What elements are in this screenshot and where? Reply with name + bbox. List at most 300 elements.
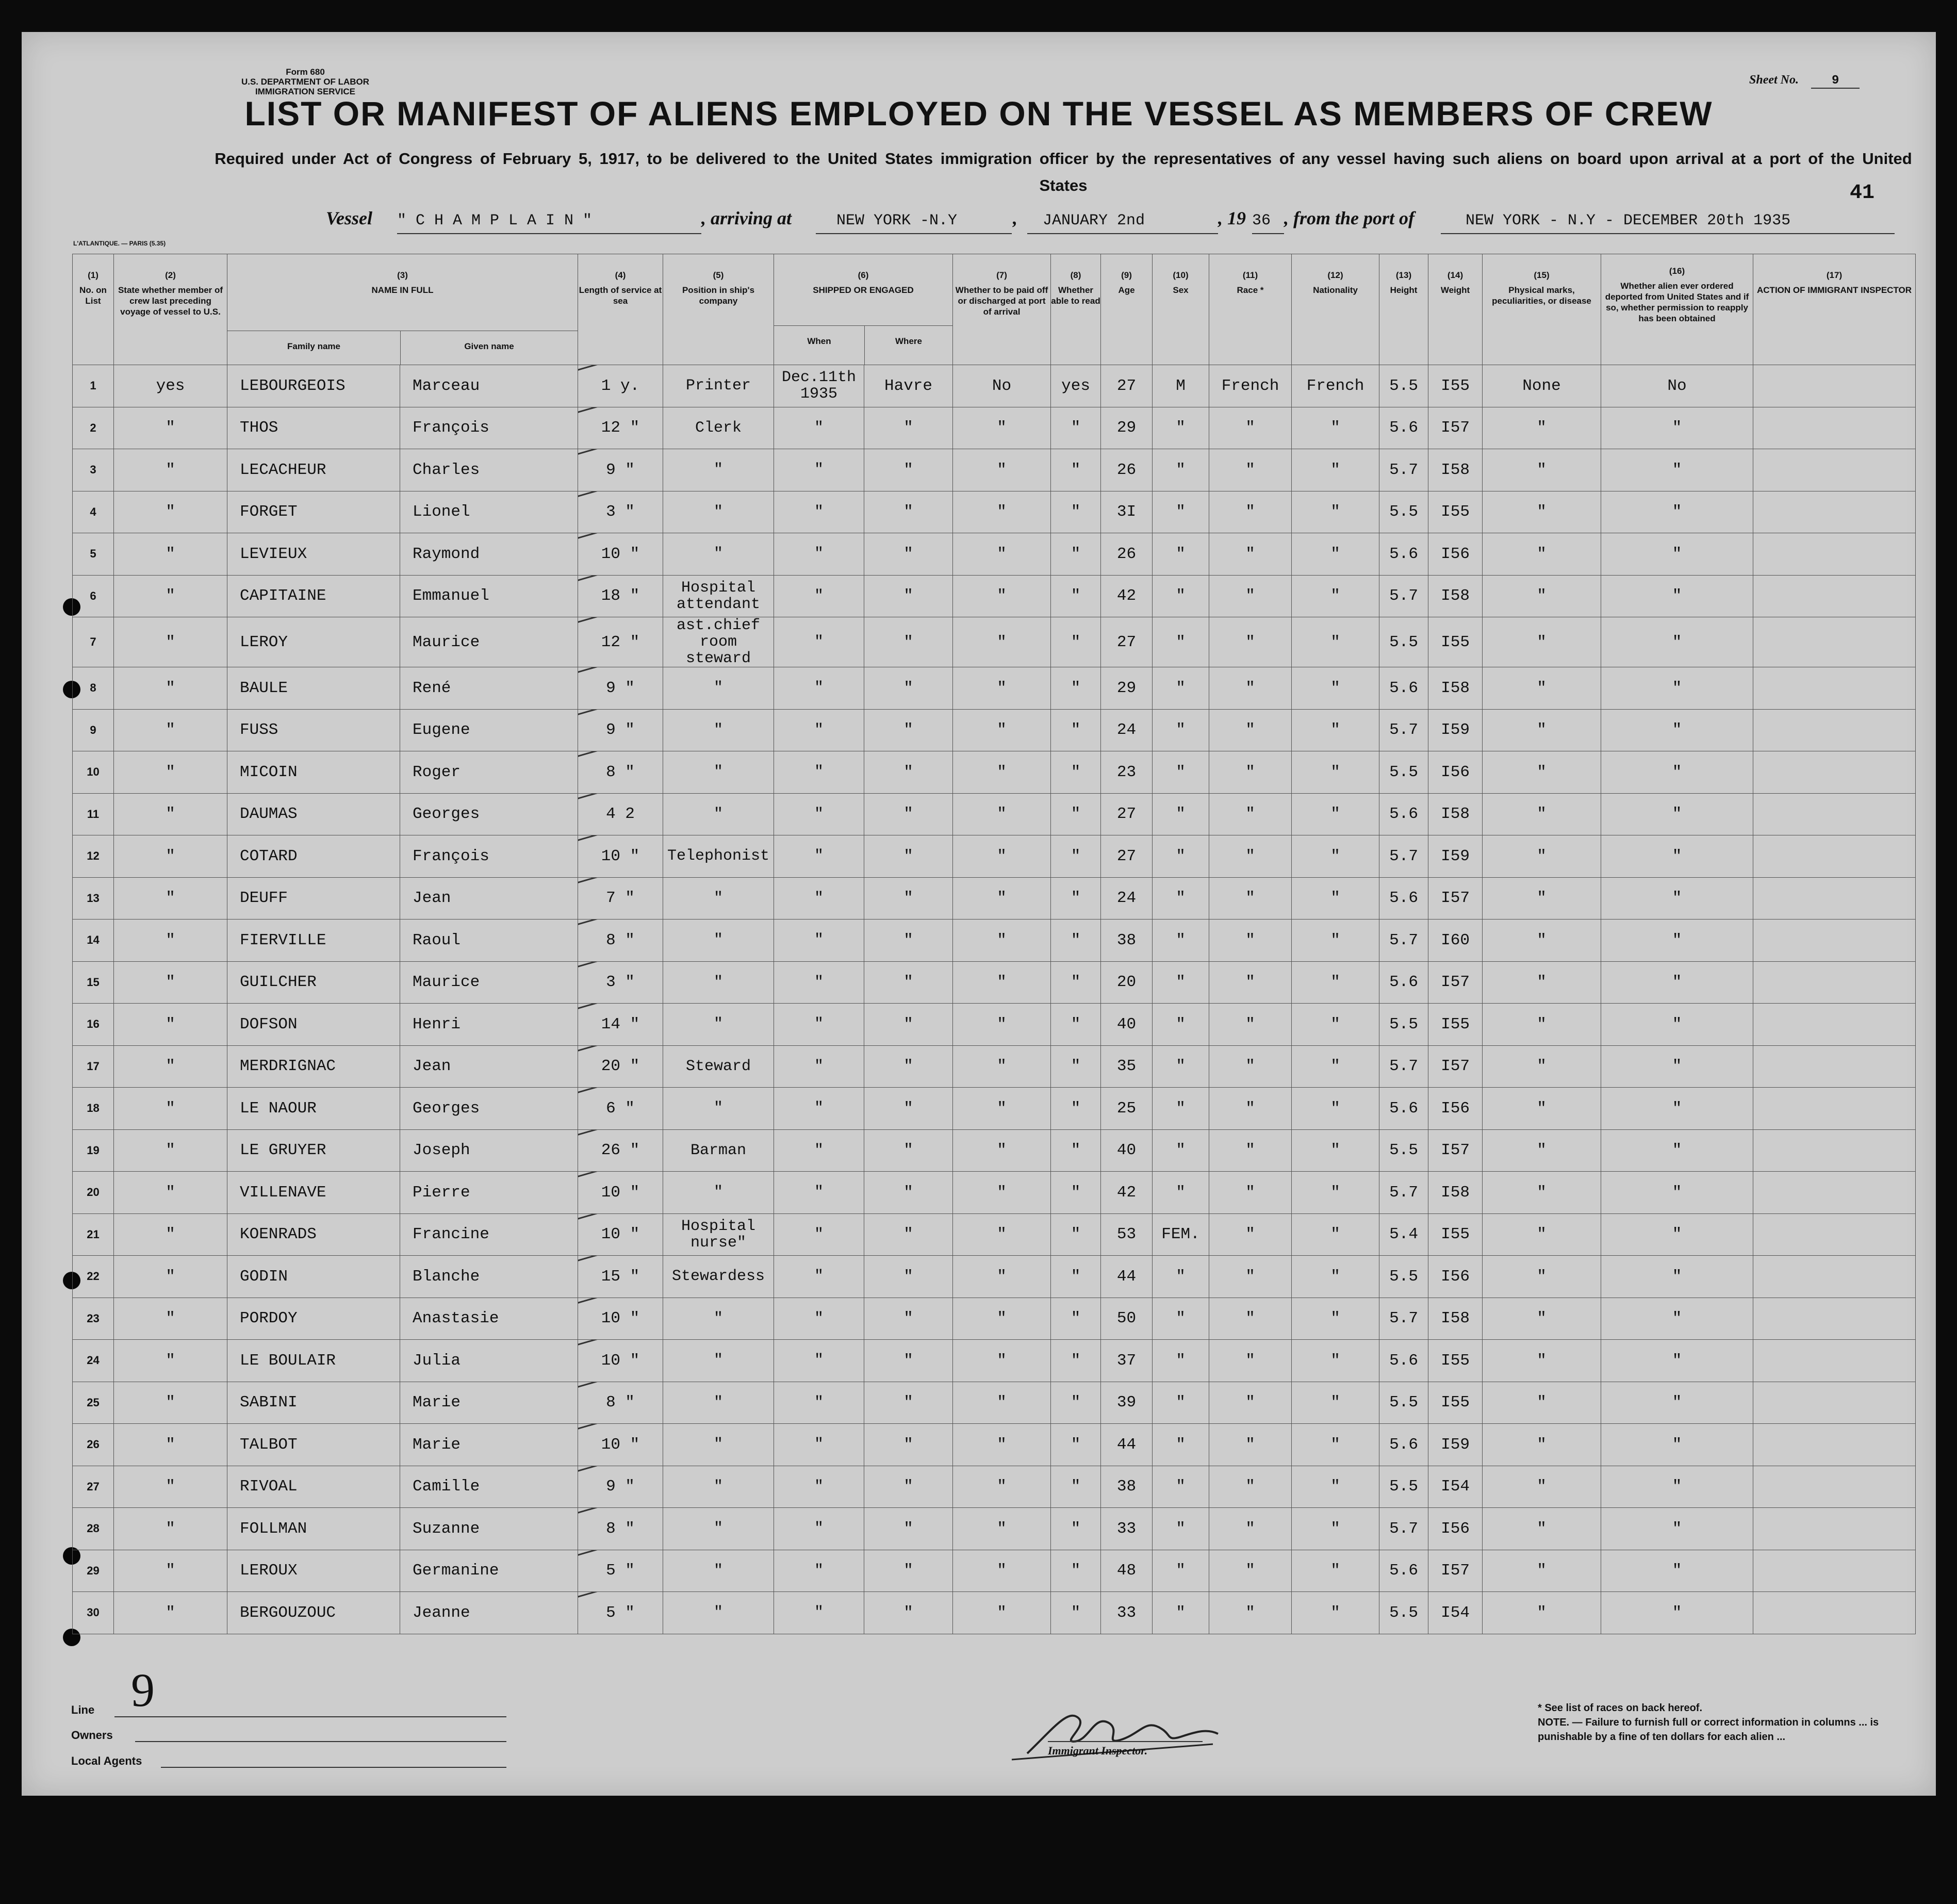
able-to-read-cell: " xyxy=(1051,793,1101,835)
service-length-cell xyxy=(578,1382,663,1424)
position-cell: Stewardess xyxy=(663,1256,774,1298)
given-name-cell: Roger xyxy=(400,751,578,794)
shipped-where-cell: " xyxy=(864,1045,953,1088)
last-voyage-cell: " xyxy=(114,1382,227,1424)
service-length-cell xyxy=(578,1592,663,1634)
shipped-where-cell: " xyxy=(864,407,953,449)
service-length-cell xyxy=(578,709,663,751)
paid-off-cell: " xyxy=(953,1256,1051,1298)
family-name-cell: VILLENAVE xyxy=(227,1172,400,1214)
col-shipped-header: (6) SHIPPED OR ENGAGED When Where xyxy=(774,254,953,365)
sex-cell: " xyxy=(1153,961,1209,1004)
table-row xyxy=(73,1382,1916,1424)
last-voyage-cell: " xyxy=(114,575,227,617)
given-name-cell: Anastasie xyxy=(400,1298,578,1340)
check-mark xyxy=(578,1213,644,1220)
deported-cell: " xyxy=(1601,533,1753,576)
shipped-where-cell: " xyxy=(864,1466,953,1508)
owners-underline xyxy=(135,1741,506,1742)
given-name-cell: Henri xyxy=(400,1004,578,1046)
inspector-action-cell xyxy=(1753,1088,1916,1130)
race-cell: " xyxy=(1209,533,1292,576)
service-length-text: 6 " xyxy=(606,1099,635,1118)
paid-off-cell: " xyxy=(953,1424,1051,1466)
family-name-cell: FOLLMAN xyxy=(227,1508,400,1550)
position-cell: " xyxy=(663,449,774,491)
paid-off-cell: " xyxy=(953,1213,1051,1256)
position-cell: Clerk xyxy=(663,407,774,449)
sex-cell: " xyxy=(1153,709,1209,751)
shipped-when-cell: " xyxy=(774,793,864,835)
nationality-cell: " xyxy=(1292,1592,1379,1634)
service-length-cell xyxy=(578,793,663,835)
nationality-cell: " xyxy=(1292,1382,1379,1424)
height-cell: 5.5 xyxy=(1379,365,1428,407)
able-to-read-cell: " xyxy=(1051,961,1101,1004)
nationality-cell: " xyxy=(1292,449,1379,491)
nationality-cell: " xyxy=(1292,709,1379,751)
last-voyage-cell: " xyxy=(114,1508,227,1550)
physical-marks-cell: " xyxy=(1483,1129,1601,1172)
family-name-cell: PORDOY xyxy=(227,1298,400,1340)
table-row xyxy=(73,1466,1916,1508)
shipped-where-cell: " xyxy=(864,835,953,878)
shipped-when-cell: " xyxy=(774,1172,864,1214)
line-label: Line xyxy=(71,1703,95,1716)
nationality-cell: " xyxy=(1292,575,1379,617)
deported-cell: " xyxy=(1601,1508,1753,1550)
last-voyage-cell: " xyxy=(114,1592,227,1634)
service-length-text: 10 " xyxy=(601,847,640,865)
nationality-cell: " xyxy=(1292,1550,1379,1592)
family-name-cell: RIVOAL xyxy=(227,1466,400,1508)
deported-cell: " xyxy=(1601,1004,1753,1046)
col-position-header: (5) Position in ship's company xyxy=(663,254,774,365)
service-length-cell xyxy=(578,1213,663,1256)
inspector-action-cell xyxy=(1753,1129,1916,1172)
sex-cell: " xyxy=(1153,1088,1209,1130)
row-number: 14 xyxy=(73,920,114,962)
row-number: 15 xyxy=(73,961,114,1004)
col-height-header: (13) Height xyxy=(1379,254,1428,365)
table-row xyxy=(73,491,1916,533)
service-length-text: 14 " xyxy=(601,1015,640,1033)
check-mark xyxy=(578,709,644,716)
service-length-text: 26 " xyxy=(601,1141,640,1160)
age-cell: 24 xyxy=(1101,709,1153,751)
height-cell: 5.5 xyxy=(1379,1129,1428,1172)
check-mark xyxy=(578,1256,644,1262)
deported-cell: " xyxy=(1601,667,1753,710)
col-service-header: (4) Length of service at sea xyxy=(578,254,663,365)
table-row xyxy=(73,751,1916,794)
deported-cell: " xyxy=(1601,751,1753,794)
shipped-where-cell: " xyxy=(864,1298,953,1340)
last-voyage-cell: yes xyxy=(114,365,227,407)
check-mark xyxy=(578,1298,644,1304)
shipped-when-cell: " xyxy=(774,709,864,751)
last-voyage-cell: " xyxy=(114,1424,227,1466)
last-voyage-cell: " xyxy=(114,920,227,962)
paid-off-cell: " xyxy=(953,1129,1051,1172)
col-inspector-action-header: (17) ACTION OF IMMIGRANT INSPECTOR xyxy=(1753,254,1916,365)
weight-cell: I56 xyxy=(1428,1088,1483,1130)
deported-cell: " xyxy=(1601,1256,1753,1298)
shipped-when-cell: " xyxy=(774,575,864,617)
service-length-text: 8 " xyxy=(606,1519,635,1538)
service-length-cell xyxy=(578,1508,663,1550)
inspector-action-cell xyxy=(1753,1424,1916,1466)
height-cell: 5.5 xyxy=(1379,1592,1428,1634)
paid-off-cell: " xyxy=(953,617,1051,667)
shipped-where-cell: " xyxy=(864,1550,953,1592)
shipped-when-cell: " xyxy=(774,1045,864,1088)
shipped-where-cell: " xyxy=(864,1004,953,1046)
deported-cell: " xyxy=(1601,407,1753,449)
paid-off-cell: " xyxy=(953,1172,1051,1214)
table-row xyxy=(73,1298,1916,1340)
paid-off-cell: " xyxy=(953,877,1051,920)
service-length-cell xyxy=(578,1550,663,1592)
race-cell: " xyxy=(1209,1213,1292,1256)
row-number: 3 xyxy=(73,449,114,491)
check-mark xyxy=(578,961,644,968)
row-number: 12 xyxy=(73,835,114,878)
service-length-text: 10 " xyxy=(601,1183,640,1202)
local-agents-label: Local Agents xyxy=(71,1754,142,1767)
sex-cell: " xyxy=(1153,1256,1209,1298)
race-cell: " xyxy=(1209,793,1292,835)
shipped-when-cell: " xyxy=(774,877,864,920)
service-length-text: 9 " xyxy=(606,461,635,479)
deported-cell: " xyxy=(1601,793,1753,835)
col-last-voyage-header: (2) State whether member of crew last preceding voyage of vessel to U.S. xyxy=(114,254,227,365)
age-cell: 50 xyxy=(1101,1298,1153,1340)
service-length-cell xyxy=(578,1129,663,1172)
able-to-read-cell: " xyxy=(1051,1004,1101,1046)
race-cell: French xyxy=(1209,365,1292,407)
given-name-cell: Blanche xyxy=(400,1256,578,1298)
service-name: IMMIGRATION SERVICE xyxy=(255,87,355,96)
able-to-read-cell: " xyxy=(1051,1172,1101,1214)
last-voyage-cell: " xyxy=(114,1550,227,1592)
col-sex-header: (10) Sex xyxy=(1153,254,1209,365)
height-cell: 5.6 xyxy=(1379,1550,1428,1592)
last-voyage-cell: " xyxy=(114,1298,227,1340)
last-voyage-cell: " xyxy=(114,1004,227,1046)
service-length-text: 12 " xyxy=(601,633,640,651)
weight-cell: I57 xyxy=(1428,877,1483,920)
check-mark xyxy=(578,491,644,498)
service-length-text: 8 " xyxy=(606,931,635,949)
paid-off-cell: " xyxy=(953,751,1051,794)
family-name-cell: LEBOURGEOIS xyxy=(227,365,400,407)
given-name-cell: René xyxy=(400,667,578,710)
position-cell: " xyxy=(663,1550,774,1592)
position-cell: ast.chief room steward xyxy=(663,617,774,667)
paid-off-cell: " xyxy=(953,1508,1051,1550)
age-cell: 3I xyxy=(1101,491,1153,533)
family-name-cell: LE GRUYER xyxy=(227,1129,400,1172)
weight-cell: I56 xyxy=(1428,1256,1483,1298)
position-cell: Hospital nurse" xyxy=(663,1213,774,1256)
age-cell: 35 xyxy=(1101,1045,1153,1088)
nationality-cell: " xyxy=(1292,1088,1379,1130)
check-mark xyxy=(578,1129,644,1136)
weight-cell: I55 xyxy=(1428,1340,1483,1382)
physical-marks-cell: " xyxy=(1483,835,1601,878)
last-voyage-cell: " xyxy=(114,491,227,533)
weight-cell: I58 xyxy=(1428,793,1483,835)
sex-cell: " xyxy=(1153,751,1209,794)
row-number: 18 xyxy=(73,1088,114,1130)
check-mark xyxy=(578,920,644,926)
row-number: 11 xyxy=(73,793,114,835)
last-voyage-cell: " xyxy=(114,961,227,1004)
service-length-text: 1 y. xyxy=(601,376,640,395)
row-number: 7 xyxy=(73,617,114,667)
race-cell: " xyxy=(1209,1256,1292,1298)
weight-cell: I55 xyxy=(1428,491,1483,533)
race-cell: " xyxy=(1209,1550,1292,1592)
table-row xyxy=(73,407,1916,449)
check-mark xyxy=(578,877,644,884)
inspector-action-cell xyxy=(1753,961,1916,1004)
deported-cell: " xyxy=(1601,1340,1753,1382)
position-cell: " xyxy=(663,1424,774,1466)
paid-off-cell: " xyxy=(953,709,1051,751)
row-number: 26 xyxy=(73,1424,114,1466)
position-cell: " xyxy=(663,1172,774,1214)
position-cell: " xyxy=(663,1466,774,1508)
weight-cell: I58 xyxy=(1428,449,1483,491)
nationality-cell: " xyxy=(1292,1045,1379,1088)
height-cell: 5.6 xyxy=(1379,1424,1428,1466)
last-voyage-cell: " xyxy=(114,1172,227,1214)
weight-cell: I55 xyxy=(1428,1382,1483,1424)
table-row xyxy=(73,835,1916,878)
check-mark xyxy=(578,533,644,540)
document-title: LIST OR MANIFEST OF ALIENS EMPLOYED ON THE VESSEL AS MEMBERS OF CREW xyxy=(244,94,1713,133)
col-race-header: (11) Race * xyxy=(1209,254,1292,365)
given-name-cell: François xyxy=(400,407,578,449)
service-length-cell xyxy=(578,1172,663,1214)
age-cell: 26 xyxy=(1101,449,1153,491)
table-row xyxy=(73,793,1916,835)
check-mark xyxy=(578,1550,644,1556)
height-cell: 5.5 xyxy=(1379,751,1428,794)
paid-off-cell: " xyxy=(953,1340,1051,1382)
check-mark xyxy=(578,667,644,674)
check-mark xyxy=(578,1466,644,1472)
shipped-when-cell: " xyxy=(774,961,864,1004)
col-name-header: (3) NAME IN FULL Family name Given name xyxy=(227,254,578,365)
shipped-where-cell: " xyxy=(864,617,953,667)
nationality-cell: " xyxy=(1292,1298,1379,1340)
table-row xyxy=(73,1424,1916,1466)
height-cell: 5.7 xyxy=(1379,1045,1428,1088)
physical-marks-cell: " xyxy=(1483,407,1601,449)
age-cell: 40 xyxy=(1101,1004,1153,1046)
weight-cell: I54 xyxy=(1428,1592,1483,1634)
check-mark xyxy=(578,449,644,456)
shipped-where-cell: " xyxy=(864,1592,953,1634)
service-length-cell xyxy=(578,1088,663,1130)
check-mark xyxy=(578,617,644,624)
age-cell: 37 xyxy=(1101,1340,1153,1382)
row-number: 13 xyxy=(73,877,114,920)
departure-port-date: NEW YORK - N.Y - DECEMBER 20th 1935 xyxy=(1441,207,1895,234)
weight-cell: I57 xyxy=(1428,1129,1483,1172)
height-cell: 5.5 xyxy=(1379,491,1428,533)
given-name-label: Given name xyxy=(464,341,514,351)
inspector-action-cell xyxy=(1753,709,1916,751)
position-cell: " xyxy=(663,961,774,1004)
service-length-cell xyxy=(578,617,663,667)
last-voyage-cell: " xyxy=(114,1340,227,1382)
table-row xyxy=(73,1256,1916,1298)
position-cell: " xyxy=(663,1340,774,1382)
position-cell: " xyxy=(663,793,774,835)
height-cell: 5.7 xyxy=(1379,1298,1428,1340)
deported-cell: " xyxy=(1601,617,1753,667)
shipped-when-cell: " xyxy=(774,751,864,794)
row-number: 16 xyxy=(73,1004,114,1046)
age-cell: 44 xyxy=(1101,1424,1153,1466)
table-row xyxy=(73,1129,1916,1172)
col-deported-header: (16) Whether alien ever ordered deported from United States and if so, whether permission to reapply has been obtained xyxy=(1601,254,1753,365)
able-to-read-cell: " xyxy=(1051,1129,1101,1172)
sex-cell: M xyxy=(1153,365,1209,407)
inspector-action-cell xyxy=(1753,1382,1916,1424)
last-voyage-cell: " xyxy=(114,1213,227,1256)
sex-cell: " xyxy=(1153,1172,1209,1214)
able-to-read-cell: " xyxy=(1051,1256,1101,1298)
service-length-text: 9 " xyxy=(606,721,635,740)
service-length-cell xyxy=(578,365,663,407)
shipped-when-cell: " xyxy=(774,1382,864,1424)
race-cell: " xyxy=(1209,617,1292,667)
service-length-text: 10 " xyxy=(601,1309,640,1328)
race-cell: " xyxy=(1209,1088,1292,1130)
sex-cell: " xyxy=(1153,449,1209,491)
sex-cell: " xyxy=(1153,1382,1209,1424)
able-to-read-cell: " xyxy=(1051,1508,1101,1550)
inspector-action-cell xyxy=(1753,449,1916,491)
table-row xyxy=(73,575,1916,617)
age-cell: 39 xyxy=(1101,1382,1153,1424)
nationality-cell: " xyxy=(1292,1508,1379,1550)
deported-cell: " xyxy=(1601,1550,1753,1592)
able-to-read-cell: yes xyxy=(1051,365,1101,407)
able-to-read-cell: " xyxy=(1051,1045,1101,1088)
check-mark xyxy=(578,1004,644,1010)
shipped-where-cell: " xyxy=(864,667,953,710)
shipped-engaged-label: SHIPPED OR ENGAGED xyxy=(813,285,914,295)
service-length-cell xyxy=(578,1298,663,1340)
able-to-read-cell: " xyxy=(1051,1340,1101,1382)
age-cell: 40 xyxy=(1101,1129,1153,1172)
able-to-read-cell: " xyxy=(1051,1382,1101,1424)
agents-underline xyxy=(161,1767,506,1768)
race-cell: " xyxy=(1209,1045,1292,1088)
physical-marks-cell: " xyxy=(1483,575,1601,617)
col-nationality-header: (12) Nationality xyxy=(1292,254,1379,365)
deported-cell: " xyxy=(1601,920,1753,962)
shipped-where-cell: " xyxy=(864,449,953,491)
nationality-cell: " xyxy=(1292,920,1379,962)
deported-cell: " xyxy=(1601,491,1753,533)
physical-marks-cell: " xyxy=(1483,1550,1601,1592)
able-to-read-cell: " xyxy=(1051,533,1101,576)
nationality-cell: " xyxy=(1292,617,1379,667)
table-row xyxy=(73,709,1916,751)
service-length-cell xyxy=(578,751,663,794)
nationality-cell: " xyxy=(1292,877,1379,920)
family-name-cell: GODIN xyxy=(227,1256,400,1298)
physical-marks-cell: " xyxy=(1483,1466,1601,1508)
service-length-cell xyxy=(578,877,663,920)
shipped-when-cell: " xyxy=(774,1129,864,1172)
race-cell: " xyxy=(1209,1172,1292,1214)
inspector-action-cell xyxy=(1753,365,1916,407)
shipped-where-cell: " xyxy=(864,793,953,835)
age-cell: 27 xyxy=(1101,793,1153,835)
inspector-action-cell xyxy=(1753,1004,1916,1046)
position-cell: " xyxy=(663,920,774,962)
given-name-cell: Raymond xyxy=(400,533,578,576)
height-cell: 5.5 xyxy=(1379,1004,1428,1046)
able-to-read-cell: " xyxy=(1051,709,1101,751)
check-mark xyxy=(578,835,644,842)
race-cell: " xyxy=(1209,407,1292,449)
height-cell: 5.7 xyxy=(1379,920,1428,962)
position-cell: " xyxy=(663,667,774,710)
race-cell: " xyxy=(1209,1424,1292,1466)
given-name-cell: Camille xyxy=(400,1466,578,1508)
last-voyage-cell: " xyxy=(114,835,227,878)
document-subtitle: Required under Act of Congress of February 5, 1917, to be delivered to the United States immigration officer by the representatives of any vessel having such aliens on board upon arrival at a port of the United States xyxy=(215,150,1912,194)
physical-marks-cell: " xyxy=(1483,920,1601,962)
arriving-label: , arriving at xyxy=(701,208,792,228)
service-length-cell xyxy=(578,533,663,576)
given-name-cell: Germanine xyxy=(400,1550,578,1592)
check-mark xyxy=(578,1592,644,1599)
shipped-when-cell: " xyxy=(774,449,864,491)
weight-cell: I55 xyxy=(1428,1213,1483,1256)
paid-off-cell: " xyxy=(953,1045,1051,1088)
nationality-cell: " xyxy=(1292,751,1379,794)
service-length-cell xyxy=(578,1004,663,1046)
check-mark xyxy=(578,793,644,800)
row-number: 6 xyxy=(73,575,114,617)
table-row xyxy=(73,449,1916,491)
sex-cell: " xyxy=(1153,617,1209,667)
deported-cell: " xyxy=(1601,877,1753,920)
service-length-text: 3 " xyxy=(606,503,635,521)
from-label: , from the port of xyxy=(1284,208,1415,228)
inspector-action-cell xyxy=(1753,1592,1916,1634)
shipped-when-cell: " xyxy=(774,1213,864,1256)
weight-cell: I59 xyxy=(1428,835,1483,878)
family-name-cell: SABINI xyxy=(227,1382,400,1424)
penalty-note: NOTE. — Failure to furnish full or correct information in columns ... is punishable by a fine of ten dollars for each alien ... xyxy=(1538,1717,1879,1743)
weight-cell: I55 xyxy=(1428,1004,1483,1046)
race-cell: " xyxy=(1209,449,1292,491)
sex-cell: " xyxy=(1153,1129,1209,1172)
service-length-text: 20 " xyxy=(601,1057,640,1076)
shipped-when-cell: " xyxy=(774,1256,864,1298)
